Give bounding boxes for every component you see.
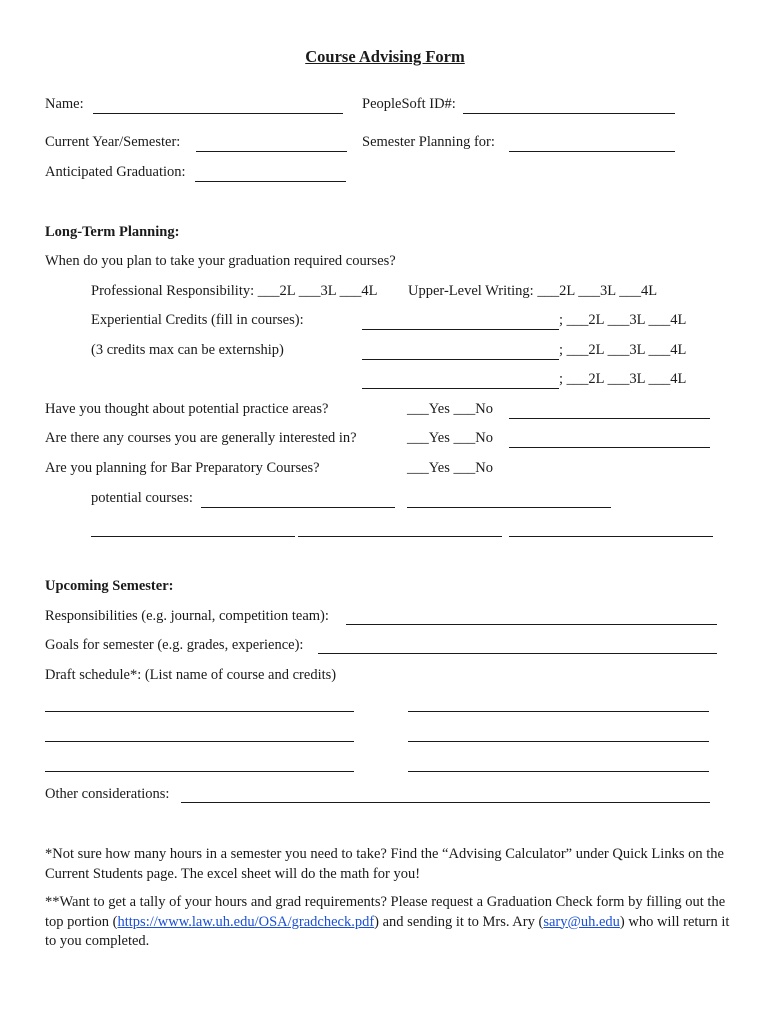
externship-note: (3 credits max can be externship): [91, 342, 284, 358]
draft-schedule-label: Draft schedule*: (List name of course and credits): [45, 667, 337, 683]
peoplesoft-id-field[interactable]: [463, 113, 675, 114]
experiential-year-options-2[interactable]: ; ___2L ___3L ___4L: [559, 342, 687, 358]
responsibilities-label: Responsibilities (e.g. journal, competition team):: [45, 608, 329, 624]
other-considerations-field[interactable]: [181, 802, 710, 803]
footnote-text-part2: ) and sending it to Mrs. Ary (: [374, 913, 544, 930]
anticipated-graduation-label: Anticipated Graduation:: [45, 164, 186, 180]
name-label: Name:: [45, 96, 84, 112]
potential-courses-field-4[interactable]: [298, 536, 502, 537]
footnote-graduation-check: [45, 893, 735, 952]
goals-label: Goals for semester (e.g. grades, experience):: [45, 637, 304, 653]
experiential-course-field-2[interactable]: [362, 359, 559, 360]
experiential-credits-label: Experiential Credits (fill in courses):: [91, 312, 304, 328]
potential-courses-field-5[interactable]: [509, 536, 713, 537]
long-term-planning-heading: Long-Term Planning:: [45, 224, 180, 240]
experiential-year-options-3[interactable]: ; ___2L ___3L ___4L: [559, 371, 687, 387]
professional-responsibility-row[interactable]: Professional Responsibility: ___2L ___3L ___4L: [91, 283, 378, 299]
courses-interest-yes-no[interactable]: ___Yes ___No: [407, 430, 493, 446]
form-title: Course Advising Form: [305, 47, 465, 66]
bar-prep-yes-no[interactable]: ___Yes ___No: [407, 460, 493, 476]
draft-schedule-field-3[interactable]: [45, 741, 354, 742]
semester-planning-label: Semester Planning for:: [362, 134, 495, 150]
semester-planning-field[interactable]: [509, 151, 675, 152]
draft-schedule-field-2[interactable]: [408, 711, 709, 712]
current-year-semester-label: Current Year/Semester:: [45, 134, 181, 150]
anticipated-graduation-field[interactable]: [195, 181, 346, 182]
email-link[interactable]: sary@uh.edu: [543, 913, 620, 930]
graduation-courses-question: When do you plan to take your graduation required courses?: [45, 253, 396, 269]
courses-interest-field[interactable]: [509, 447, 710, 448]
footnote-text-part1: **Want to get a tally of your hours and grad requirements? Please request a Graduation Check form by filling out the top portion (: [45, 894, 726, 930]
upcoming-semester-heading: Upcoming Semester:: [45, 578, 174, 594]
potential-courses-label: potential courses:: [91, 490, 193, 506]
practice-areas-field[interactable]: [509, 418, 710, 419]
potential-courses-field-1[interactable]: [201, 507, 395, 508]
responsibilities-field[interactable]: [346, 624, 717, 625]
current-year-semester-field[interactable]: [196, 151, 347, 152]
name-field[interactable]: [93, 113, 343, 114]
experiential-course-field-1[interactable]: [362, 329, 559, 330]
bar-prep-question: Are you planning for Bar Preparatory Courses?: [45, 460, 320, 476]
goals-field[interactable]: [318, 653, 717, 654]
upper-level-writing-row[interactable]: Upper-Level Writing: ___2L ___3L ___4L: [408, 283, 658, 299]
draft-schedule-field-4[interactable]: [408, 741, 709, 742]
draft-schedule-field-1[interactable]: [45, 711, 354, 712]
practice-areas-yes-no[interactable]: ___Yes ___No: [407, 401, 493, 417]
gradcheck-pdf-link[interactable]: https://www.law.uh.edu/OSA/gradcheck.pdf: [117, 913, 375, 930]
footnote-text-part3: ) who will return it to you completed.: [45, 913, 730, 949]
experiential-year-options-1[interactable]: ; ___2L ___3L ___4L: [559, 312, 687, 328]
experiential-course-field-3[interactable]: [362, 388, 559, 389]
potential-courses-field-3[interactable]: [91, 536, 295, 537]
peoplesoft-id-label: PeopleSoft ID#:: [362, 96, 456, 112]
practice-areas-question: Have you thought about potential practice areas?: [45, 401, 329, 417]
footnote-advising-calculator: *Not sure how many hours in a semester you need to take? Find the “Advising Calculator” under Quick Links on the Current Students page. The excel sheet will do the math for you!: [45, 846, 724, 882]
draft-schedule-field-5[interactable]: [45, 771, 354, 772]
draft-schedule-field-6[interactable]: [408, 771, 709, 772]
other-considerations-label: Other considerations:: [45, 786, 170, 802]
courses-interest-question: Are there any courses you are generally interested in?: [45, 430, 357, 446]
potential-courses-field-2[interactable]: [407, 507, 611, 508]
